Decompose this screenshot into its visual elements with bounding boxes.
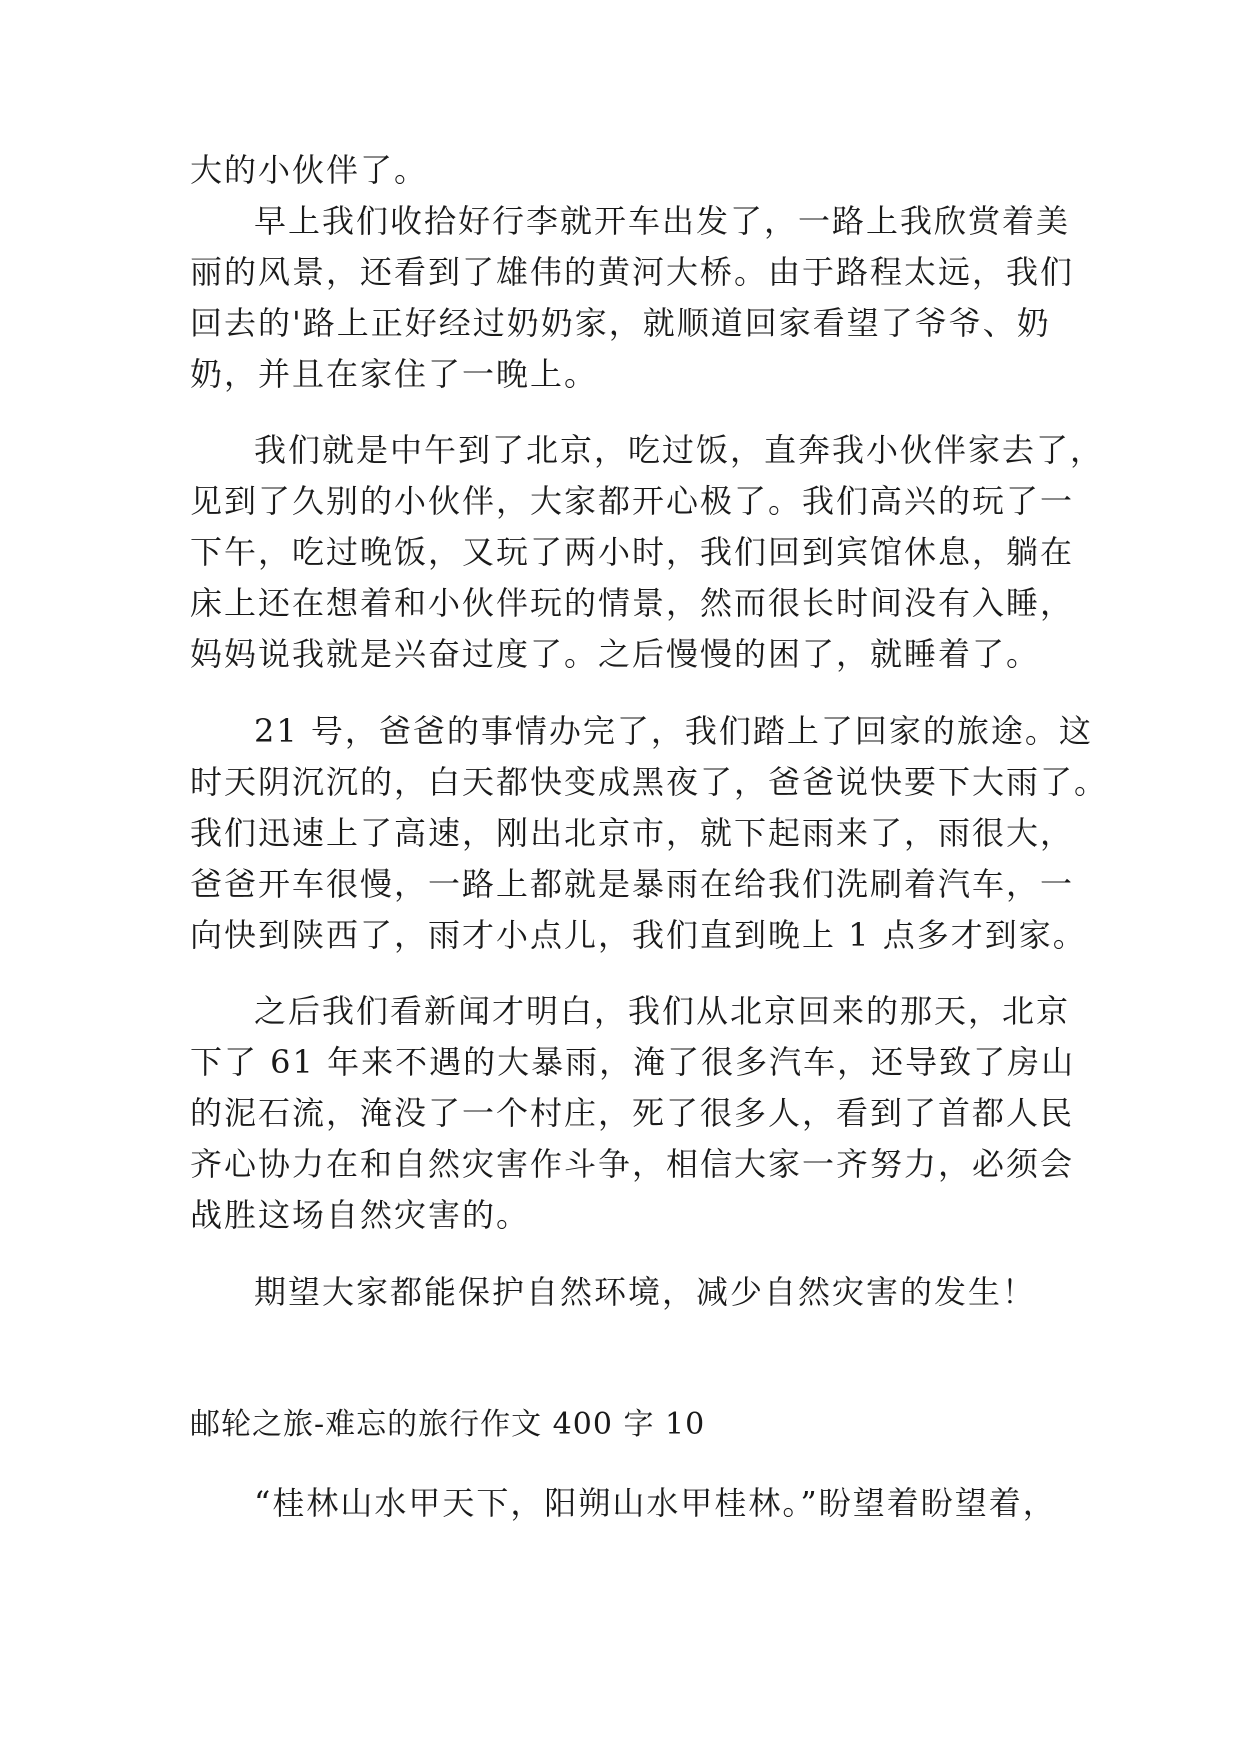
text-line: 奶，并且在家住了一晚上。 bbox=[190, 355, 599, 393]
text-line: 我们迅速上了高速，刚出北京市，就下起雨来了，雨很大， bbox=[190, 814, 1075, 852]
text-line: 之后我们看新闻才明白，我们从北京回来的那天，北京 bbox=[254, 992, 1071, 1030]
text-line: 战胜这场自然灾害的。 bbox=[190, 1196, 531, 1234]
text-line: 的泥石流，淹没了一个村庄，死了很多人，看到了首都人民 bbox=[190, 1094, 1075, 1132]
text-line: 爸爸开车很慢，一路上都就是暴雨在给我们洗刷着汽车，一 bbox=[190, 865, 1075, 903]
text-line: 大的小伙伴了。 bbox=[190, 151, 429, 189]
text-line: 下了 61 年来不遇的大暴雨，淹了很多汽车，还导致了房山 bbox=[190, 1043, 1076, 1081]
article-title: 邮轮之旅-难忘的旅行作文 400 字 10 bbox=[190, 1407, 706, 1442]
text-line: 床上还在想着和小伙伴玩的情景，然而很长时间没有入睡， bbox=[190, 584, 1075, 622]
text-line: 21 号，爸爸的事情办完了，我们踏上了回家的旅途。这 bbox=[254, 712, 1093, 750]
text-line: 妈妈说我就是兴奋过度了。之后慢慢的困了，就睡着了。 bbox=[190, 635, 1041, 673]
text-line: 时天阴沉沉的，白天都快变成黑夜了，爸爸说快要下大雨了。 bbox=[190, 763, 1109, 801]
text-line: 向快到陕西了，雨才小点儿，我们直到晚上 1 点多才到家。 bbox=[190, 916, 1087, 954]
text-line: 早上我们收拾好行李就开车出发了，一路上我欣赏着美 bbox=[254, 202, 1071, 240]
text-line: 我们就是中午到了北京，吃过饭，直奔我小伙伴家去了， bbox=[254, 431, 1105, 469]
text-line: 期望大家都能保护自然环境，减少自然灾害的发生！ bbox=[254, 1273, 1037, 1311]
text-line: 下午，吃过晚饭，又玩了两小时，我们回到宾馆休息，躺在 bbox=[190, 533, 1075, 571]
text-line: 回去的'路上正好经过奶奶家，就顺道回家看望了爷爷、奶 bbox=[190, 304, 1051, 342]
text-line: 丽的风景，还看到了雄伟的黄河大桥。由于路程太远，我们 bbox=[190, 253, 1075, 291]
text-line: 齐心协力在和自然灾害作斗争，相信大家一齐努力，必须会 bbox=[190, 1145, 1075, 1183]
text-line: 见到了久别的小伙伴，大家都开心极了。我们高兴的玩了一 bbox=[190, 482, 1075, 520]
text-line: “桂林山水甲天下，阳朔山水甲桂林。”盼望着盼望着， bbox=[254, 1484, 1057, 1522]
